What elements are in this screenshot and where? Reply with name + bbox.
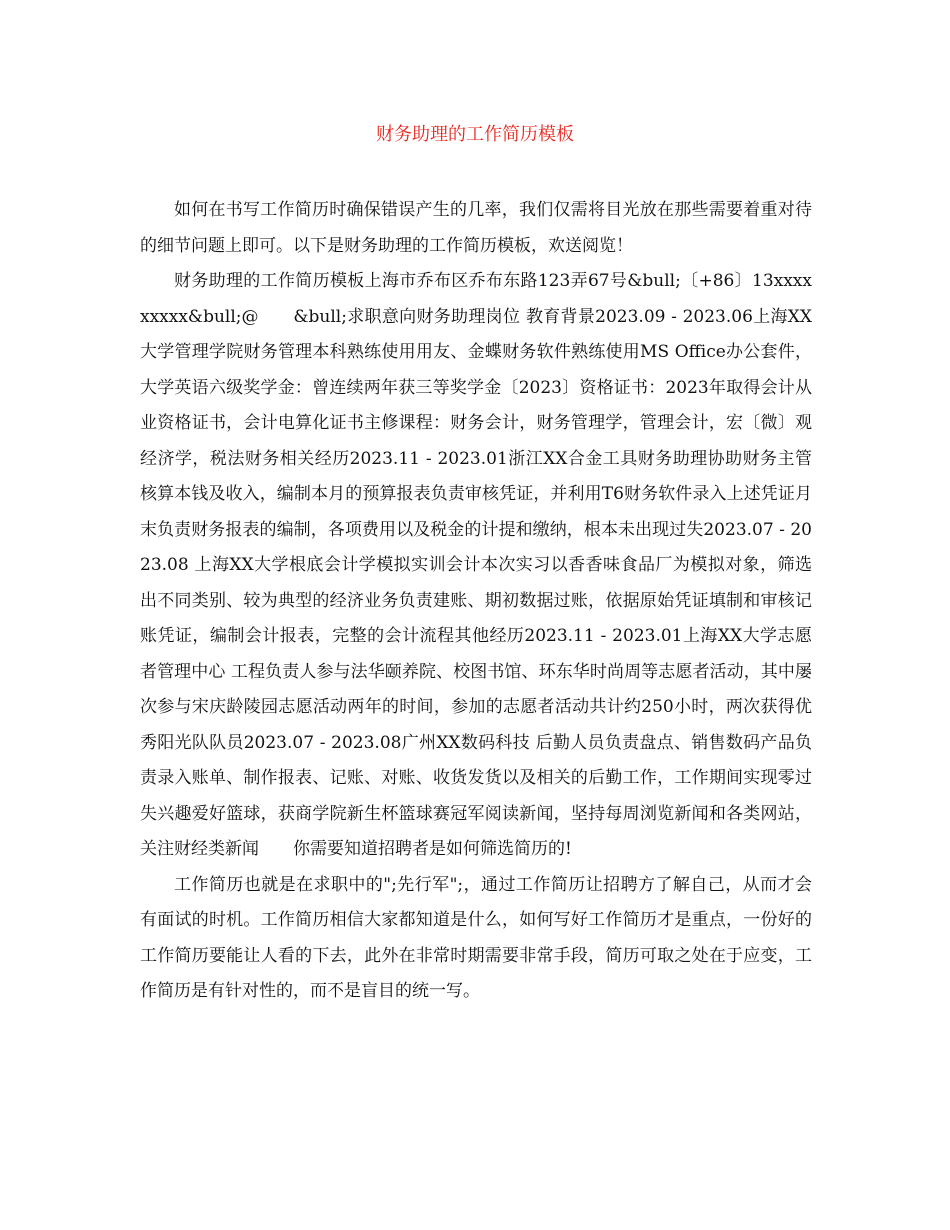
resume-paragraph: 财务助理的工作简历模板上海市乔布区乔布东路123弄67号&bull;〔+86〕13xxxxxxxxx&bull;@ &bull;求职意向财务助理岗位 教育背景2023.09 - 2023.06上海XX大学管理学院财务管理本科熟练使用用友、金蝶财务软件熟练使用MS Office办公套件，大学英语六级奖学金：曾连续两年获三等奖学金〔2023〕资格证书：2023年取得会计从业资格证书，会计电算化证书主修课程：财务会计，财务管理学，管理会计，宏〔微〕观经济学，税法财务相关经历2023.11 - 2023.01浙江XX合金工具财务助理协助财务主管核算本钱及收入，编制本月的预算报表负责审核凭证，并利用T6财务软件录入上述凭证月末负责财务报表的编制，各项费用以及税金的计提和缴纳，根本未出现过失2023.07 - 2023.08 上海XX大学根底会计学模拟实训会计本次实习以香香味食品厂为模拟对象，筛选出不同类别、较为典型的经济业务负责建账、期初数据过账，依据原始凭证填制和审核记账凭证，编制会计报表，完整的会计流程其他经历2023.11 - 2023.01上海XX大学志愿者管理中心 工程负责人参与法华颐养院、校图书馆、环东华时尚周等志愿者活动，其中屡次参与宋庆龄陵园志愿活动两年的时间，参加的志愿者活动共计约250小时，两次获得优秀阳光队队员2023.07 - 2023.08广州XX数码科技 后勤人员负责盘点、销售数码产品负责录入账单、制作报表、记账、对账、收货发货以及相关的后勤工作，工作期间实现零过失兴趣爱好篮球，获商学院新生杯篮球赛冠军阅读新闻，坚持每周浏览新闻和各类网站，关注财经类新闻 你需要知道招聘者是如何筛选简历的! [140, 271, 812, 859]
document-body [140, 193, 812, 1010]
closing-paragraph: 工作简历也就是在求职中的";先行军";，通过工作简历让招聘方了解自己，从而才会有面试的时机。工作简历相信大家都知道是什么，如何写好工作简历才是重点，一份好的工作简历要能让人看的下去，此外在非常时期需要非常手段，简历可取之处在于应变，工作简历是有针对性的，而不是盲目的统一写。 [140, 874, 812, 1001]
intro-paragraph: 如何在书写工作简历时确保错误产生的几率，我们仅需将目光放在那些需要着重对待的细节问题上即可。以下是财务助理的工作简历模板，欢送阅览！ [140, 200, 812, 256]
document-title: 财务助理的工作简历模板 [376, 124, 574, 145]
